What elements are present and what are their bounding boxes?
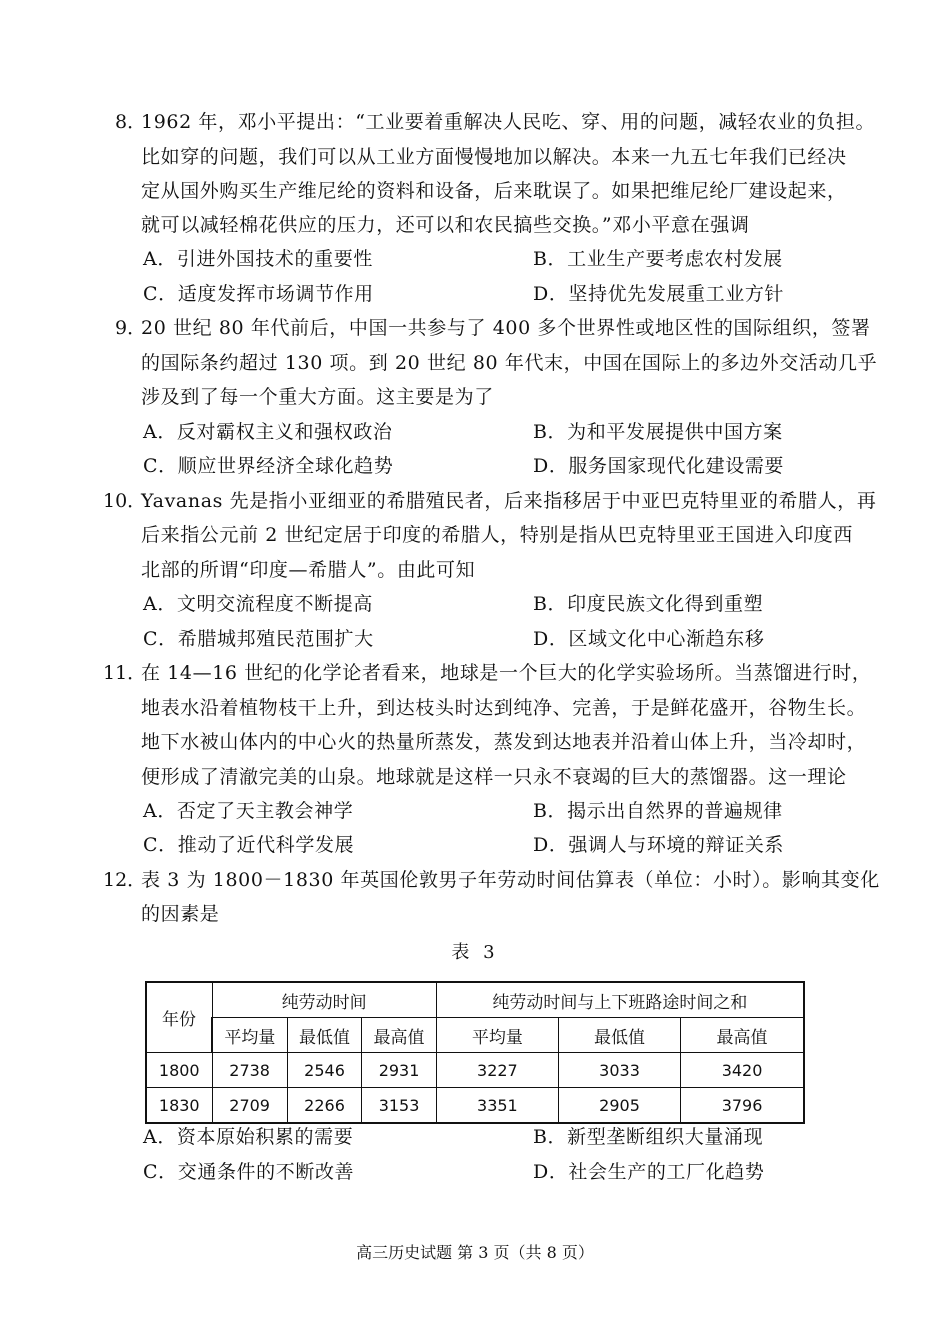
question-text-line: 的因素是 bbox=[141, 903, 220, 925]
question-number: 8． bbox=[115, 111, 147, 133]
question-text-line: 涉及到了每一个重大方面。这主要是为了 bbox=[141, 386, 494, 408]
question-text-line: 就可以减轻棉花供应的压力，还可以和农民搞些交换。”邓小平意在强调 bbox=[141, 214, 750, 236]
option-a: A．反对霸权主义和强权政治 bbox=[143, 421, 393, 443]
question-text-line: 比如穿的问题，我们可以从工业方面慢慢地加以解决。本来一九五七年我们已经决 bbox=[141, 146, 847, 168]
question-text-line: 1962 年，邓小平提出：“工业要着重解决人民吃、穿、用的问题，减轻农业的负担。 bbox=[141, 111, 876, 133]
value-cell: 2738 bbox=[212, 1053, 287, 1088]
question-number: 9． bbox=[115, 317, 147, 339]
value-cell: 3420 bbox=[681, 1053, 804, 1088]
option-c: C．交通条件的不断改善 bbox=[143, 1161, 355, 1183]
option-c: C．希腊城邦殖民范围扩大 bbox=[143, 628, 374, 650]
value-cell: 3796 bbox=[681, 1088, 804, 1124]
table-header-row bbox=[146, 982, 804, 1018]
subheader-cell: 平均量 bbox=[436, 1018, 558, 1053]
option-a: A．否定了天主教会神学 bbox=[143, 800, 354, 822]
option-d: D．社会生产的工厂化趋势 bbox=[533, 1161, 765, 1183]
question-number: 12． bbox=[103, 869, 147, 891]
subheader-cell: 最低值 bbox=[558, 1018, 680, 1053]
value-cell: 2931 bbox=[362, 1053, 437, 1088]
option-d: D．区域文化中心渐趋东移 bbox=[533, 628, 765, 650]
question-text-line: 表 3 为 1800－1830 年英国伦敦男子年劳动时间估算表（单位：小时）。影响其变化 bbox=[141, 869, 880, 891]
subheader-cell: 平均量 bbox=[212, 1018, 287, 1053]
question-text-line: 地表水沿着植物枝干上升，到达枝头时达到纯净、完善，于是鲜花盛开，谷物生长。 bbox=[141, 697, 867, 719]
question-text-line: 的国际条约超过 130 项。到 20 世纪 80 年代末，中国在国际上的多边外交活动几乎 bbox=[141, 352, 878, 374]
option-b: B．揭示出自然界的普遍规律 bbox=[533, 800, 783, 822]
value-cell: 3227 bbox=[436, 1053, 558, 1088]
question-text-line: 后来指公元前 2 世纪定居于印度的希腊人，特别是指从巴克特里亚王国进入印度西 bbox=[141, 524, 853, 546]
option-a: A．文明交流程度不断提高 bbox=[143, 593, 373, 615]
option-d: D．强调人与环境的辩证关系 bbox=[533, 834, 785, 856]
question-text-line: 20 世纪 80 年代前后，中国一共参与了 400 多个世界性或地区性的国际组织，签署 bbox=[141, 317, 871, 339]
option-d: D．坚持优先发展重工业方针 bbox=[533, 283, 785, 305]
year-cell: 1830 bbox=[146, 1088, 212, 1124]
question-text-line: 北部的所谓“印度—希腊人”。由此可知 bbox=[141, 559, 476, 581]
question-text-line: 便形成了清澈完美的山泉。地球就是这样一只永不衰竭的巨大的蒸馏器。这一理论 bbox=[141, 766, 847, 788]
group-header-labor-plus-commute: 纯劳动时间与上下班路途时间之和 bbox=[436, 982, 804, 1018]
labor-hours-table bbox=[145, 981, 805, 1124]
value-cell: 3153 bbox=[362, 1088, 437, 1124]
option-b: B．工业生产要考虑农村发展 bbox=[533, 248, 783, 270]
option-b: B．印度民族文化得到重塑 bbox=[533, 593, 764, 615]
value-cell: 2905 bbox=[558, 1088, 680, 1124]
question-number: 11． bbox=[103, 662, 147, 684]
subheader-cell: 最低值 bbox=[287, 1018, 362, 1053]
table-caption: 表 3 bbox=[451, 942, 499, 963]
group-header-pure-labor: 纯劳动时间 bbox=[212, 982, 436, 1018]
option-a: A．资本原始积累的需要 bbox=[143, 1126, 354, 1148]
option-b: B．新型垄断组织大量涌现 bbox=[533, 1126, 764, 1148]
question-text-line: Yavanas 先是指小亚细亚的希腊殖民者，后来指移居于中亚巴克特里亚的希腊人，再 bbox=[141, 490, 877, 512]
value-cell: 2266 bbox=[287, 1088, 362, 1124]
value-cell: 2546 bbox=[287, 1053, 362, 1088]
year-header: 年份 bbox=[146, 982, 212, 1053]
option-c: C．顺应世界经济全球化趋势 bbox=[143, 455, 394, 477]
question-number: 10． bbox=[103, 490, 147, 512]
page-footer: 高三历史试题 第 3 页（共 8 页） bbox=[356, 1243, 594, 1262]
year-cell: 1800 bbox=[146, 1053, 212, 1088]
value-cell: 2709 bbox=[212, 1088, 287, 1124]
value-cell: 3351 bbox=[436, 1088, 558, 1124]
option-d: D．服务国家现代化建设需要 bbox=[533, 455, 785, 477]
question-text-line: 定从国外购买生产维尼纶的资料和设备，后来耽误了。如果把维尼纶厂建设起来， bbox=[141, 180, 847, 202]
question-text-line: 在 14—16 世纪的化学论者看来，地球是一个巨大的化学实验场所。当蒸馏进行时， bbox=[141, 662, 872, 684]
option-a: A．引进外国技术的重要性 bbox=[143, 248, 373, 270]
option-b: B．为和平发展提供中国方案 bbox=[533, 421, 783, 443]
question-text-line: 地下水被山体内的中心火的热量所蒸发，蒸发到达地表并沿着山体上升，当冷却时， bbox=[141, 731, 867, 753]
table-row bbox=[146, 1088, 804, 1124]
option-c: C．推动了近代科学发展 bbox=[143, 834, 355, 856]
subheader-cell: 最高值 bbox=[362, 1018, 437, 1053]
table-row bbox=[146, 1053, 804, 1088]
option-c: C．适度发挥市场调节作用 bbox=[143, 283, 374, 305]
table-subheader-row bbox=[146, 1018, 804, 1053]
subheader-cell: 最高值 bbox=[681, 1018, 804, 1053]
value-cell: 3033 bbox=[558, 1053, 680, 1088]
